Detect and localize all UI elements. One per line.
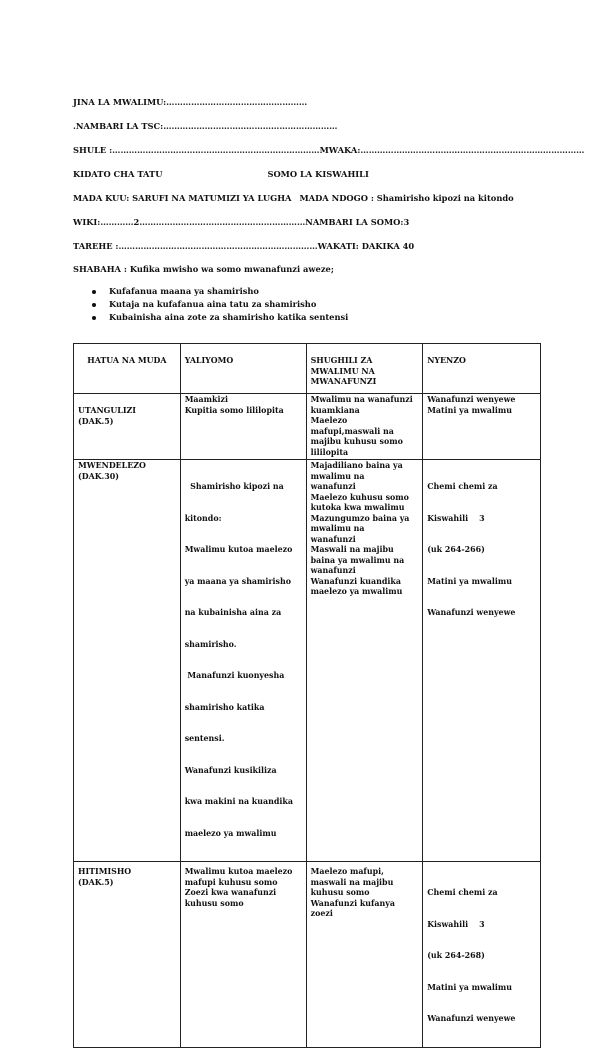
activities-cell: Maelezo mafupi, maswali na majibu kuhusu somo Wanafunzi kufanya zoezi	[306, 862, 423, 1048]
activities-cell: Mwalimu na wanafunzi kuamkiana Maelezo mafupi,maswali na majibu kuhusu somo lililopita	[306, 394, 423, 460]
content-cell: Shamirisho kipozi na kitondo: Mwalimu kutoa maelezo ya maana ya shamirisho na kubainisha aina za shamirisho. Manafunzi kuonyesha shamirisho katika sentensi. Wanafunzi kusikiliza kwa makini na kuandika maelezo ya mwalimu	[180, 460, 306, 862]
content-cell: Mwalimu kutoa maelezo mafupi kuhusu somo Zoezi kwa wanafunzi kuhusu somo	[180, 862, 306, 1048]
subject-label: SOMO LA KISWAHILI	[267, 169, 369, 179]
lesson-steps-table	[73, 343, 541, 1048]
week-lesson-row	[73, 217, 409, 227]
table-header-row	[74, 344, 541, 394]
objective-intro: SHABAHA : Kufika mwisho wa somo mwanafunzi aweze;	[73, 264, 334, 274]
week-field: WIKI:…………2……………………………………………………	[73, 217, 306, 227]
content-cell: Maamkizi Kupitia somo lililopita	[180, 394, 306, 460]
header-content: YALIYOMO	[180, 344, 306, 394]
header-stage: HATUA NA MUDA	[74, 344, 181, 394]
table-row	[74, 460, 541, 862]
resources-cell: Wanafunzi wenyewe Matini ya mwalimu	[423, 394, 541, 460]
date-field: TAREHE :………………………………………………………………	[73, 241, 318, 251]
header-resources: NYENZO	[423, 344, 541, 394]
topic-row	[73, 193, 514, 203]
header-activities: SHUGHILI ZA MWALIMU NA MWANAFUNZI	[306, 344, 423, 394]
sub-topic: MADA NDOGO : Shamirisho kipozi na kitondo	[299, 193, 514, 203]
main-topic: MADA KUU: SARUFI NA MATUMIZI YA LUGHA	[73, 193, 292, 203]
objectives-list	[73, 285, 348, 324]
stage-cell: HITIMISHO (DAK.5)	[74, 862, 181, 1048]
stage-cell: MWENDELEZO (DAK.30)	[74, 460, 181, 862]
table-row	[74, 862, 541, 1048]
list-item: Kufafanua maana ya shamirisho	[73, 285, 348, 298]
tsc-number-field: .NAMBARI LA TSC:………………………………………………………	[73, 121, 338, 131]
date-time-row	[73, 241, 414, 251]
year-field: MWAKA:………………………………………………………………………	[319, 145, 585, 155]
table-row	[74, 394, 541, 460]
activities-cell: Majadiliano baina ya mwalimu na wanafunzi Maelezo kuhusu somo kutoka kwa mwalimu Mazungumzo baina ya mwalimu na wanafunzi Maswali na majibu baina ya mwalimu na wanafunzi Wanafunzi kuandika maelezo ya mwalimu	[306, 460, 423, 862]
class-label: KIDATO CHA TATU	[73, 169, 163, 179]
resources-cell: Chemi chemi za Kiswahili 3 (uk 264-266) Matini ya mwalimu Wanafunzi wenyewe	[423, 460, 541, 862]
school-field: SHULE :…………………………………………………………………	[73, 145, 320, 155]
time-field: WAKATI: DAKIKA 40	[317, 241, 415, 251]
class-subject-row	[73, 169, 369, 179]
list-item: Kutaja na kufafanua aina tatu za shamirisho	[73, 298, 348, 311]
list-item: Kubainisha aina zote za shamirisho katika sentensi	[73, 311, 348, 324]
school-year-row	[73, 145, 584, 155]
stage-cell: UTANGULIZI (DAK.5)	[74, 394, 181, 460]
resources-cell: Chemi chemi za Kiswahili 3 (uk 264-268) Matini ya mwalimu Wanafunzi wenyewe	[423, 862, 541, 1048]
teacher-name-field: JINA LA MWALIMU:……………………………………………	[73, 97, 308, 107]
lesson-number: NAMBARI LA SOMO:3	[305, 217, 410, 227]
